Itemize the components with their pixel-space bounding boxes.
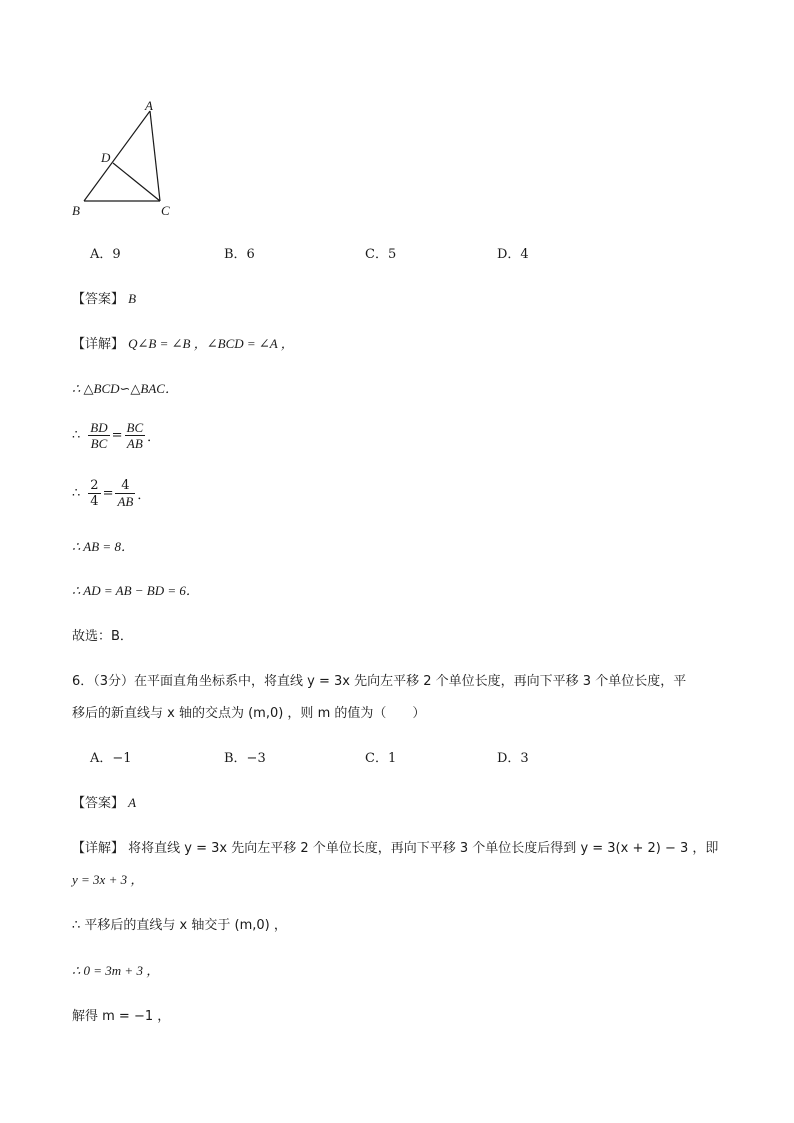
fraction-4-ab (115, 478, 135, 509)
q5-detail-line3 (72, 419, 161, 451)
q5-option-a: A．9 (90, 247, 121, 262)
label-d: D (101, 150, 111, 165)
detail-tag: 【详解】 (72, 337, 125, 352)
answer-value: A (128, 795, 137, 810)
fraction-numerator: BD (90, 419, 108, 435)
label-a: A (145, 98, 153, 113)
q6-stem-line2: 移后的新直线与 x 轴的交点为 (m,0) ，则 m 的值为（ ） (72, 706, 426, 721)
q6-detail-line3: ∴ 平移后的直线与 x 轴交于 (m,0) ， (72, 918, 287, 933)
period: ． (147, 429, 161, 445)
answer-tag: 【答案】 (72, 292, 125, 307)
q5-option-c: C．5 (365, 247, 397, 262)
fraction-bc-ab (125, 420, 146, 451)
period: ． (137, 487, 151, 503)
fraction-2-4 (88, 478, 100, 509)
fraction-denominator: AB (126, 435, 143, 451)
label-b: B (72, 203, 80, 218)
answer-tag: 【答案】 (72, 796, 125, 811)
detail-text: Q∠B = ∠B ，∠BCD = ∠A ， (128, 336, 294, 351)
q6-option-d: D．3 (497, 751, 529, 766)
triangle-figure (66, 95, 186, 220)
q6-option-c: C．1 (365, 751, 397, 766)
fraction-denominator: BC (90, 435, 108, 451)
q6-detail-line2: y = 3x + 3 ， (72, 872, 144, 887)
fraction-numerator: 2 (90, 477, 99, 493)
answer-value: B (128, 291, 137, 306)
fraction-numerator: 4 (115, 478, 135, 494)
q5-option-b: B．6 (224, 247, 255, 262)
equals-sign: = (102, 485, 114, 501)
side-ac (150, 111, 160, 201)
q6-option-b: B．−3 (224, 751, 266, 766)
segment-cd (113, 163, 160, 201)
therefore-symbol: ∴ (72, 485, 81, 501)
label-c: C (161, 203, 170, 218)
q6-answer (72, 792, 136, 811)
fraction-bd-bc (88, 420, 109, 451)
q5-conclusion: 故选：B． (72, 629, 133, 644)
q5-answer (72, 288, 136, 307)
q6-detail-line5: 解得 m = −1 ， (72, 1009, 171, 1024)
q6-stem-line1: 6．（3分）在平面直角坐标系中，将直线 y = 3x 先向左平移 2 个单位长度，再向下平移 3 个单位长度，平 (72, 674, 687, 689)
detail-tag: 【详解】 (72, 841, 125, 856)
q6-option-a: A．−1 (90, 751, 132, 766)
q5-detail-line4 (72, 477, 151, 509)
q5-option-d: D．4 (497, 247, 529, 262)
q5-detail-line5: ∴ AB = 8． (72, 539, 134, 554)
therefore-symbol: ∴ (72, 427, 81, 443)
q5-detail-line6: ∴ AD = AB − BD = 6． (72, 583, 199, 598)
side-ab (84, 111, 150, 201)
detail-text: 将将直线 y = 3x 先向左平移 2 个单位长度，再向下平移 3 个单位长度后得到 y = 3(x + 2) − 3 ，即 (128, 841, 719, 856)
fraction-denominator: AB (117, 493, 134, 509)
fraction-denominator: 4 (90, 493, 99, 509)
q5-detail-line2: ∴ △BCD∽△BAC． (72, 381, 178, 396)
fraction-numerator: BC (126, 419, 144, 435)
q5-detail-line1 (72, 333, 294, 352)
q6-detail-line4: ∴ 0 = 3m + 3 ， (72, 963, 160, 978)
q6-detail-line1 (72, 837, 718, 856)
equals-sign: = (111, 427, 123, 443)
